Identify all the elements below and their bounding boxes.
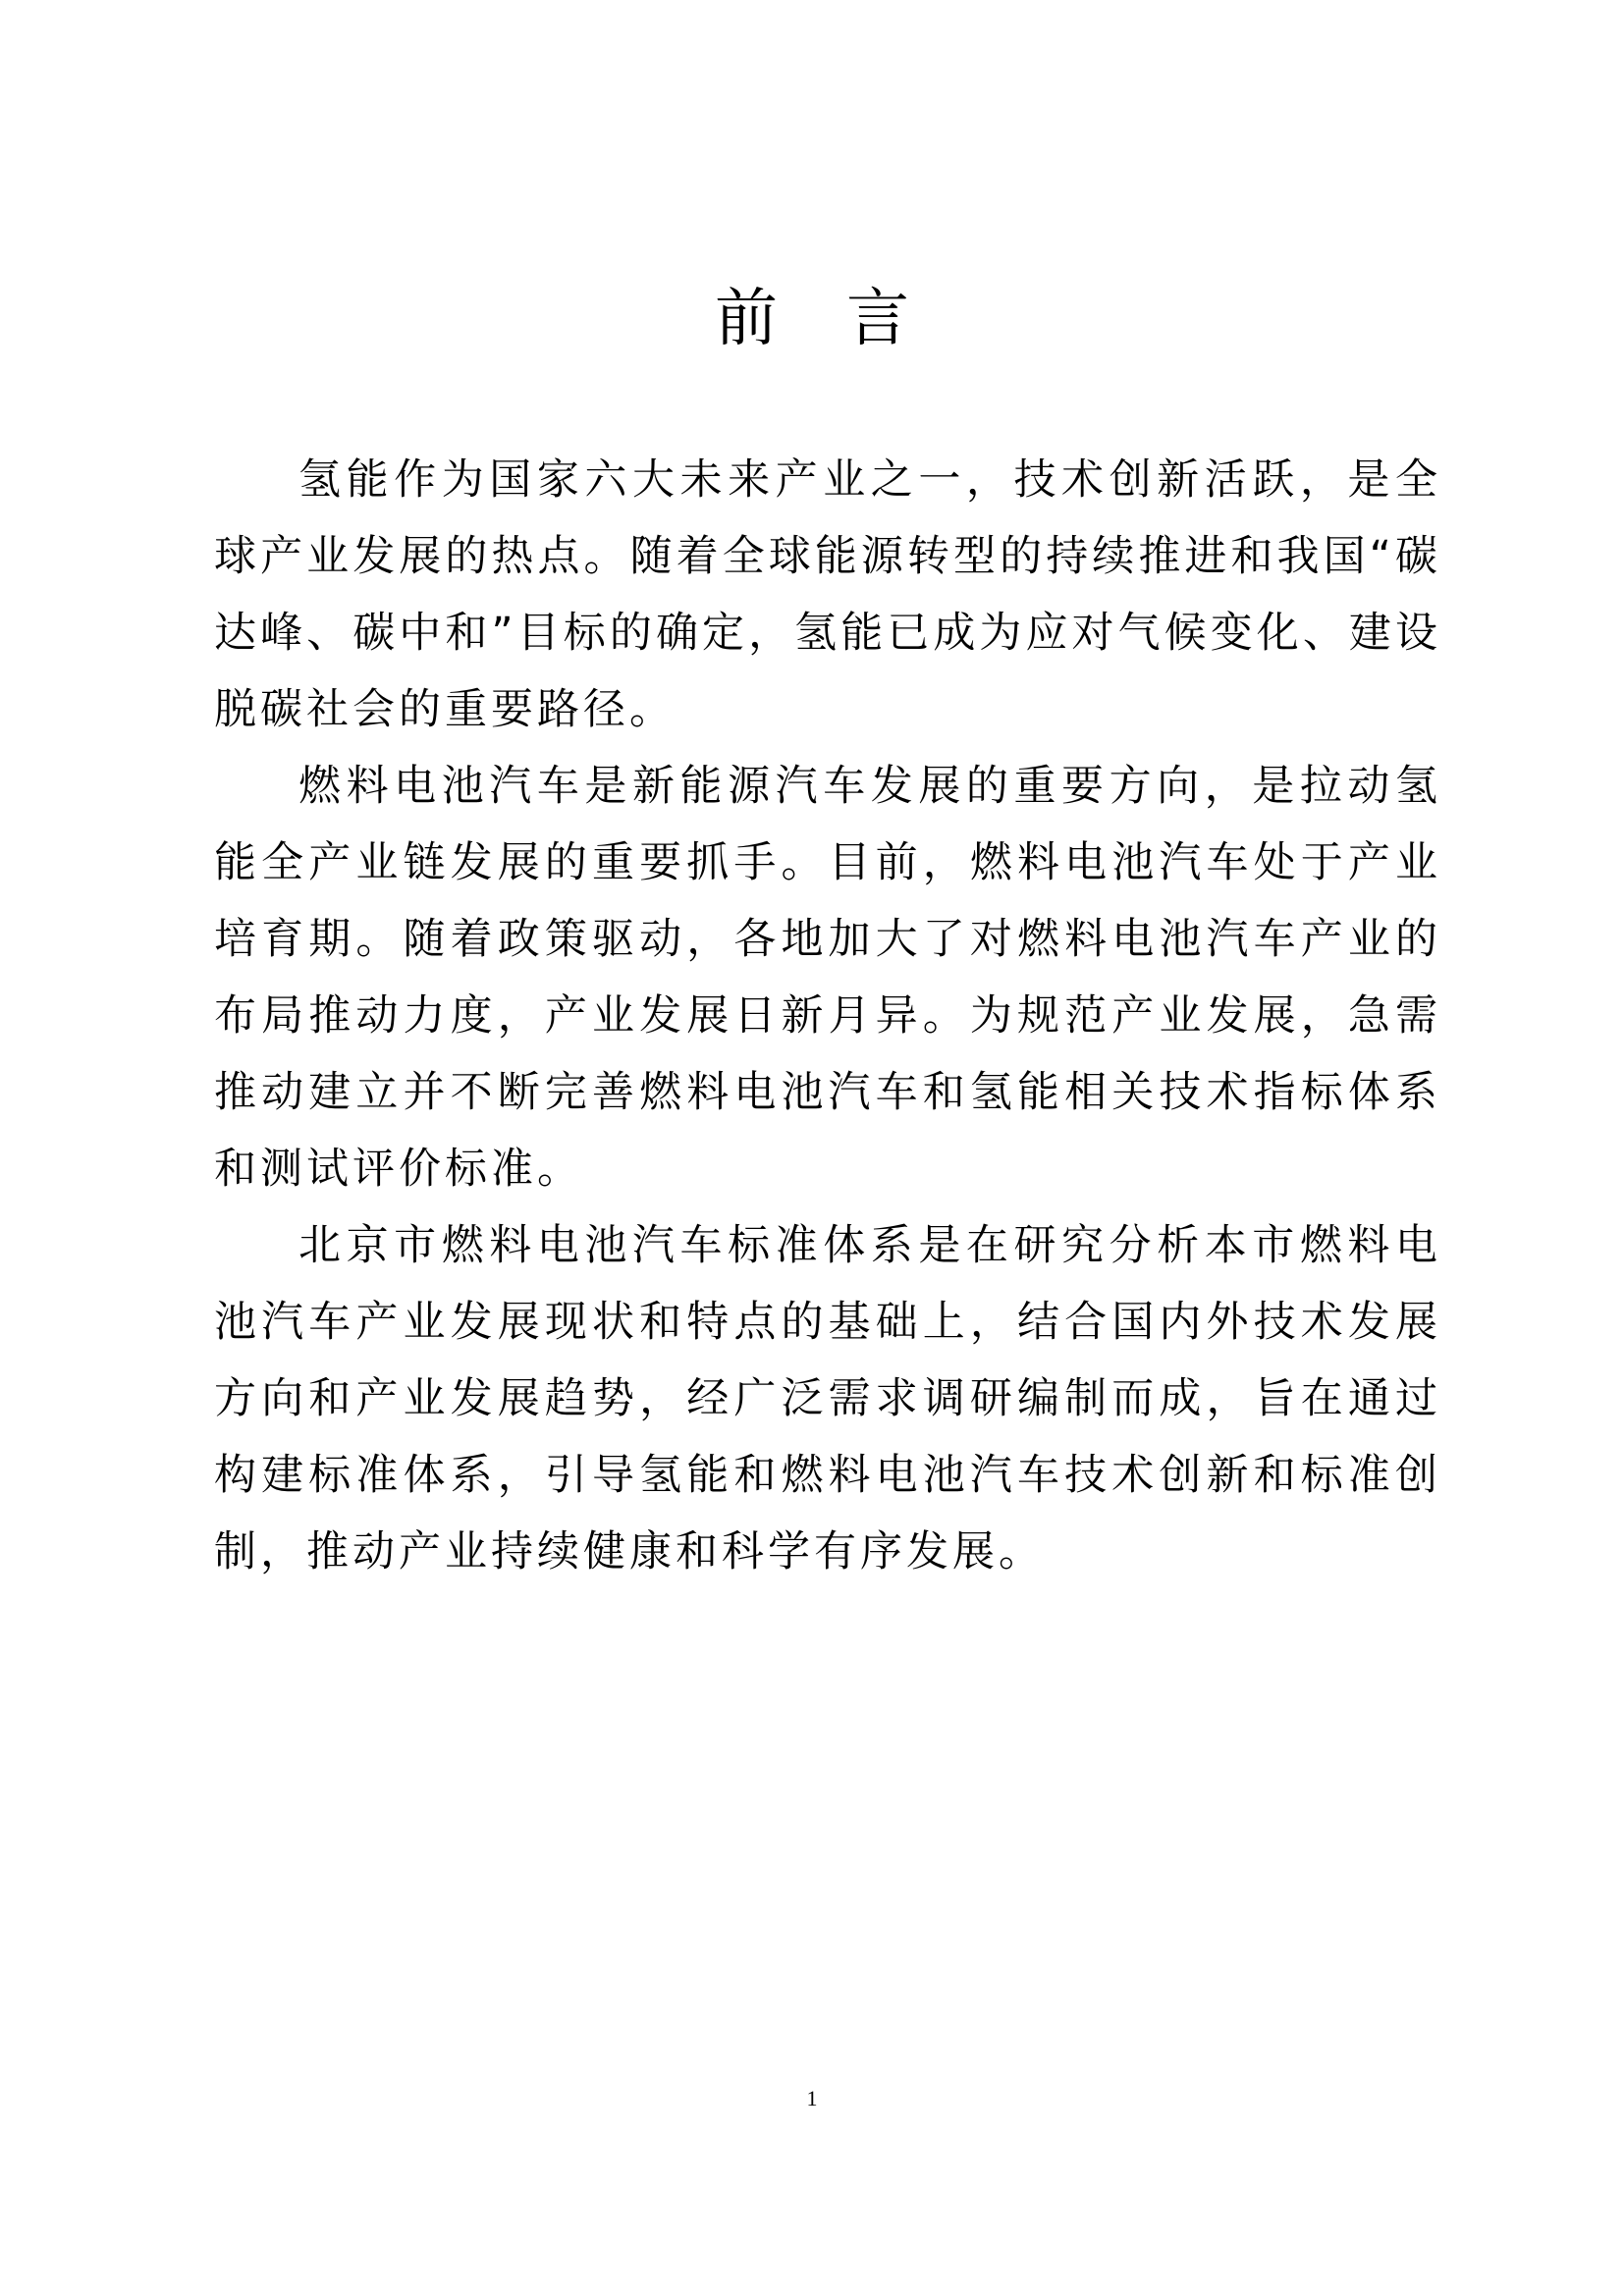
title-char-2: 言 <box>846 283 909 355</box>
title-char-1: 前 <box>715 283 778 355</box>
paragraph-3: 北京市燃料电池汽车标准体系是在研究分析本市燃料电池汽车产业发展现状和特点的基础上，结合国内外技术发展方向和产业发展趋势，经广泛需求调研编制而成，旨在通过构建标准体系，引导氢能和燃料电池汽车技术创新和标准创制，推动产业持续健康和科学有序发展。 <box>214 1221 1441 1576</box>
page-title <box>0 280 1624 358</box>
paragraph-1: 氢能作为国家六大未来产业之一，技术创新活跃，是全球产业发展的热点。随着全球能源转型的持续推进和我国“碳达峰、碳中和”目标的确定，氢能已成为应对气候变化、建设脱碳社会的重要路径。 <box>214 455 1441 734</box>
paragraph-2: 燃料电池汽车是新能源汽车发展的重要方向，是拉动氢能全产业链发展的重要抓手。目前，燃料电池汽车处于产业培育期。随着政策驱动，各地加大了对燃料电池汽车产业的布局推动力度，产业发展日新月异。为规范产业发展，急需推动建立并不断完善燃料电池汽车和氢能相关技术指标体系和测试评价标准。 <box>214 762 1441 1194</box>
preface-body <box>214 442 1441 1590</box>
page-number: 1 <box>806 2086 818 2110</box>
